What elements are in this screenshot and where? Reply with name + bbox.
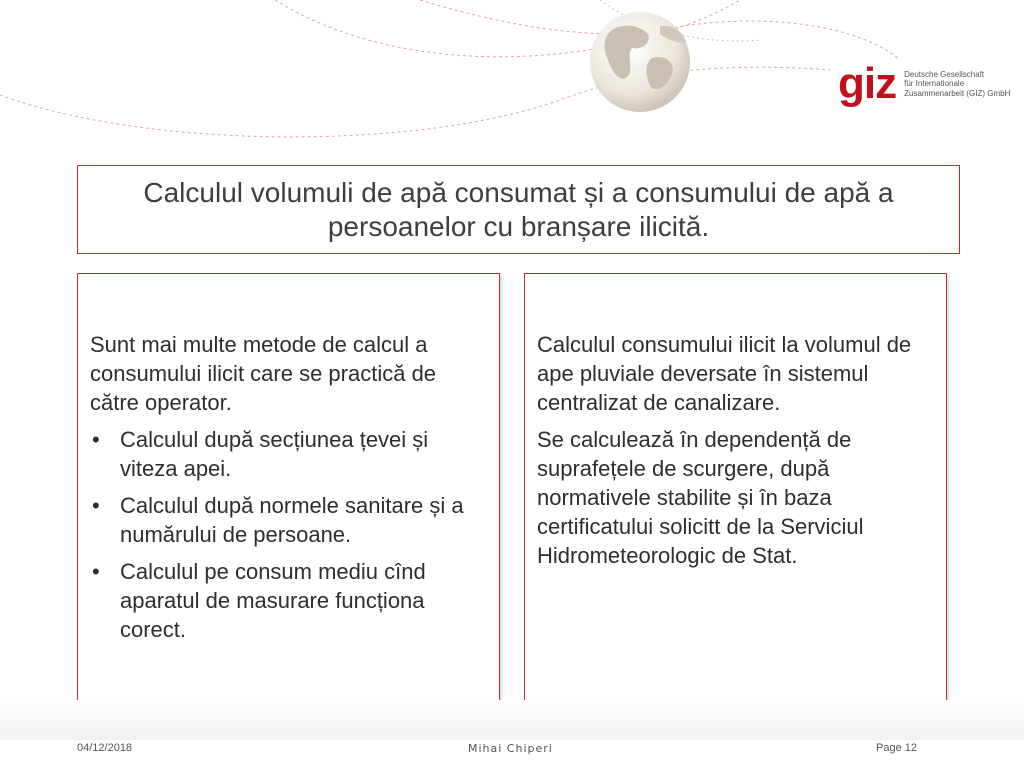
title-box: [77, 165, 960, 254]
bullet-text: Calculul după secțiunea țevei și viteza apei.: [120, 427, 429, 481]
list-item: [90, 557, 489, 644]
bullet-marker: •: [92, 559, 100, 584]
left-content-box: [77, 273, 500, 701]
logo-text: [904, 70, 1010, 99]
bullet-marker: •: [92, 493, 100, 518]
logo-line: Zusammenarbeit (GIZ) GmbH: [904, 88, 1011, 98]
logo-line: für Internationale: [904, 79, 965, 89]
list-item: [90, 425, 489, 483]
logo-line: Deutsche Gesellschaft: [904, 69, 985, 79]
list-item: [90, 491, 489, 549]
bullet-marker: •: [92, 427, 100, 452]
footer-band: [0, 700, 1024, 740]
footer-page-number: Page 12: [876, 742, 917, 754]
bullet-text: Calculul pe consum mediu cînd aparatul de masurare funcționa corect.: [120, 559, 426, 642]
slide-title: Calculul volumuli de apă consumat și a consumului de apă a persoanelor cu branșare ilicită.: [143, 176, 894, 242]
logo-mark: giz: [838, 59, 897, 108]
left-bullet-list: [90, 425, 489, 644]
left-intro: Sunt mai multe metode de calcul a consumului ilicit care se practică de către operator.: [90, 332, 437, 415]
right-paragraph: Se calculează în dependență de suprafețele de scurgere, după normativele stabilite și în baza certificatului solicitt de la Serviciul Hidrometeorologic de Stat.: [537, 427, 864, 568]
footer-date: 04/12/2018: [77, 742, 133, 754]
globe-icon: [590, 12, 690, 112]
right-content-box: [524, 273, 947, 701]
footer-author: Mihai Chiperi: [468, 742, 553, 755]
giz-logo: [838, 59, 1011, 108]
bullet-text: Calculul după normele sanitare și a numărului de persoane.: [120, 493, 464, 547]
right-paragraph: Calculul consumului ilicit la volumul de ape pluviale deversate în sistemul centralizat de canalizare.: [537, 332, 912, 415]
